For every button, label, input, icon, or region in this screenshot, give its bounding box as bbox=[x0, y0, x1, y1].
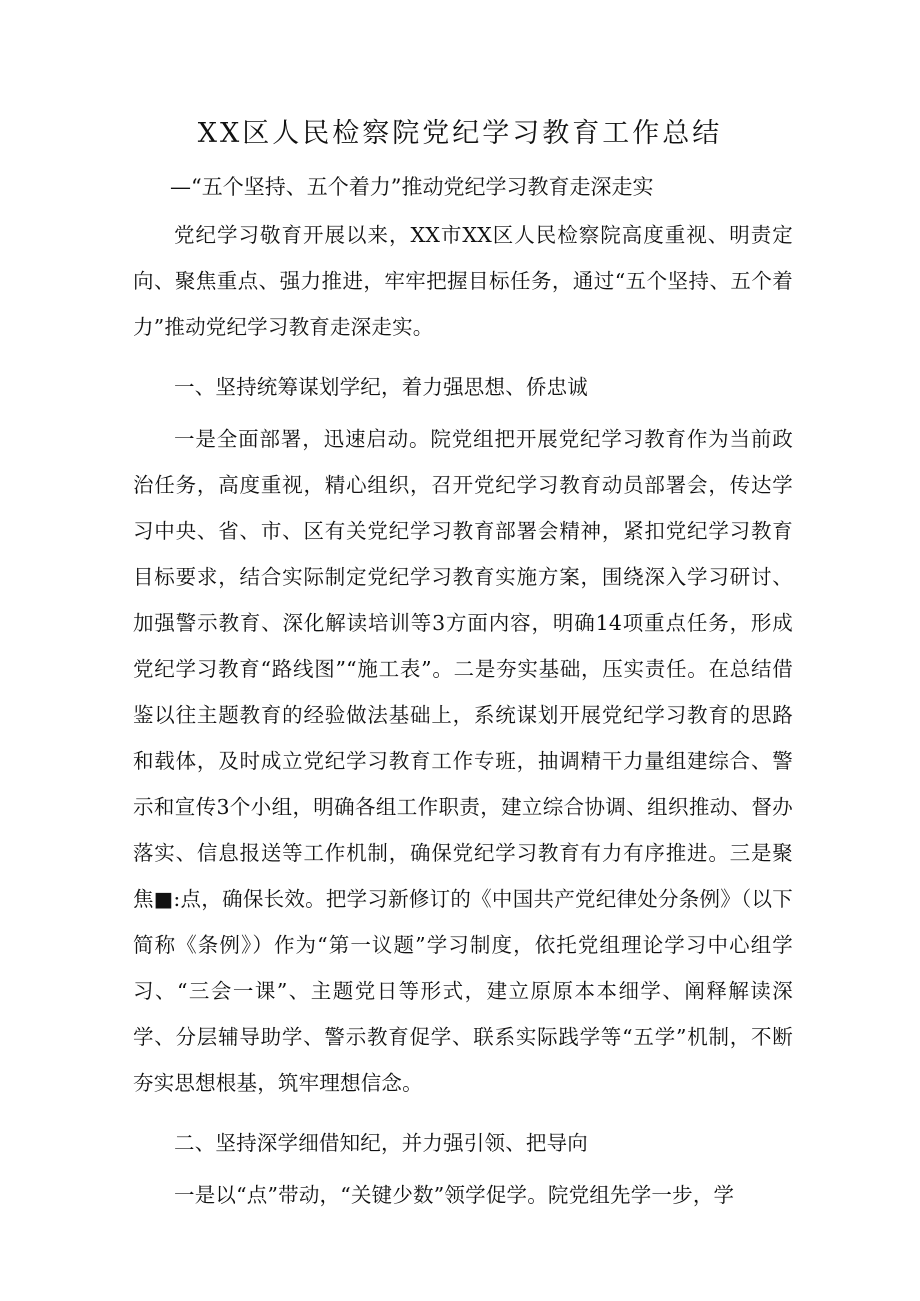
document-title: XX区人民检察院党纪学习教育工作总结 bbox=[197, 118, 723, 149]
section-2-paragraph: 一是以“点”带动，“关键少数”领学促学。院党组先学一步，学 bbox=[174, 1183, 735, 1207]
intro-paragraph: 党纪学习敬育开展以来，XX市XX区人民检察院高度重视、明责定向、聚焦重点、强力推进，牢牢把握目标任务，通过“五个坚持、五个着力”推动党纪学习教育走深走实。 bbox=[133, 223, 793, 339]
document-body bbox=[133, 212, 793, 1232]
section-heading-1: 一、坚持统筹谋划学纪，着力强思想、侨忠诚 bbox=[174, 375, 588, 399]
section-heading-2: 二、坚持深学细借知纪，并力强引领、把导向 bbox=[174, 1131, 588, 1155]
section-1-paragraph: 一是全面部署，迅速启动。院党组把开展党纪学习教育作为当前政治任务，高度重视，精心组织，召开党纪学习教育动员部署会，传达学习中央、省、市、区有关党纪学习教育部署会精神，紧扣党纪学习教育目标要求，结合实际制定党纪学习教育实施方案，围绕深入学习研讨、加强警示教育、深化解读培训等3方面内容，明确14项重点任务，形成党纪学习教育“路线图”“施工表”。二是夯实基础，压实责任。在总结借鉴以往主题教育的经验做法基础上，系统谋划开展党纪学习教育的思路和载体，及时成立党纪学习教育工作专班，抽调精干力量组建综合、警示和宣传3个小组，明确各组工作职责，建立综合协调、组织推动、督办落实、信息报送等工作机制，确保党纪学习教育有力有序推进。三是聚焦■:点，确保长效。把学习新修订的《中国共产党纪律处分条例》（以下简称《条例》）作为“第一议题”学习制度，依托党组理论学习中心组学习、“三会一课”、主题党日等形式，建立原原本本细学、阐释解读深学、分层辅导助学、警示教育促学、联系实际践学等“五学”机制，不断夯实思想根基，筑牢理想信念。 bbox=[133, 427, 793, 1095]
document-subtitle: —“五个坚持、五个着力”推动党纪学习教育走深走实 bbox=[170, 175, 654, 199]
